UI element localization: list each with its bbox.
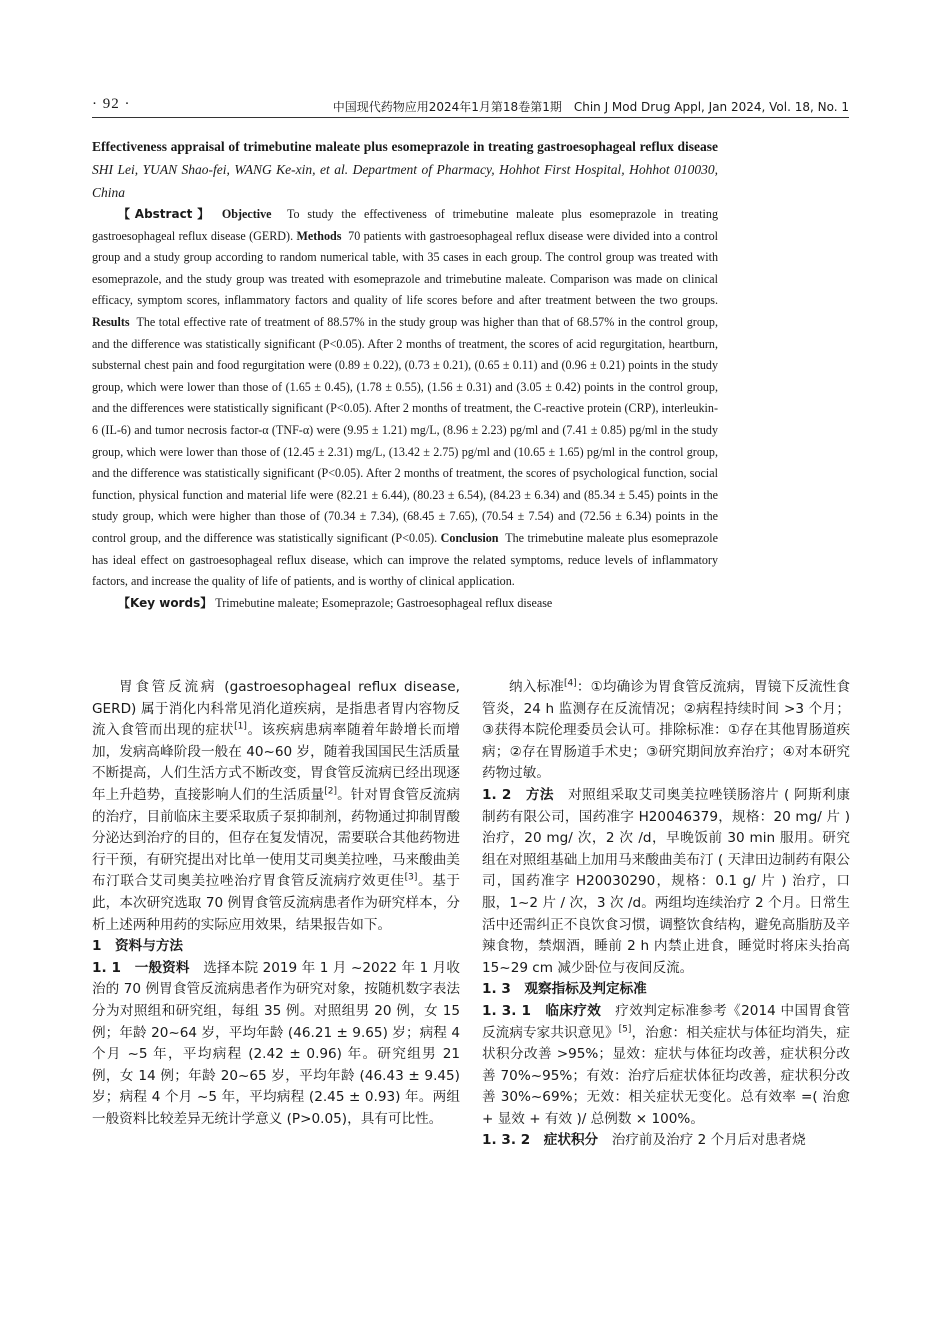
section-1-3-1-text-2: ，治愈：相关症状与体征均消失，症状积分改善 >95%；显效：症状与体征均改善，症状积分改善 70%~95%；有效：治疗后症状体征均改善，症状积分改善 30%~69%；无效：相关症状无变化。总有效率 =( 治愈 + 显效 + 有效 )/ 总例数 × 100%。 [482,1024,851,1127]
english-authors: SHI Lei, YUAN Shao-fei, WANG Ke-xin, et al. Department of Pharmacy, Hohhot First Hospital, Hohhot 010030, China [92,162,718,200]
citation-4: [4] [563,678,577,689]
criteria-text-1: 纳入标准 [509,679,564,695]
keywords [92,593,718,615]
section-1-1 [92,958,460,1131]
section-1-1-text: 选择本院 2019 年 1 月 ~2022 年 1 月收治的 70 例胃食管反流病患者作为研究对象，按随机数字表法分为对照组和研究组，每组 35 例。对照组男 20 例，女 15 例；年龄 20~64 岁，平均年龄 (46.21 ± 9.65) 岁；病程 4 个月 ~5 年，平均病程 (2.42 ± 0.96) 年。研究组男 21 例，女 14 例；年龄 20~65 岁，平均年龄 (46.43 ± 9.45) 岁；病程 4 个月 ~5 年，平均病程 (2.45 ± 0.93) 年。两组一般资料比较差异无统计学意义 (P>0.05)，具有可比性。 [92,959,460,1127]
english-abstract [92,204,718,593]
criteria-paragraph [482,677,850,785]
section-1-3-2-heading: 1. 3. 2 症状积分 [482,1132,599,1149]
section-1-2-heading: 1. 2 方法 [482,786,555,803]
section-1-3-2-text: 治疗前及治疗 2 个月后对患者烧 [598,1132,806,1149]
section-1-2-text: 对照组采取艾司奥美拉唑镁肠溶片 ( 阿斯利康制药有限公司，国药准字 H20046379，规格：20 mg/ 片 ) 治疗，20 mg/ 次，2 次 /d，早晚饭前 30 min 服用。研究组在对照组基础上加用马来酸曲美布汀 ( 天津田边制药有限公司，国药准字 H20030290，规格：0.1 g/ 片 ) 治疗，口服，1~2 片 / 次，3 次 /d。两组均连续治疗 2 个月。日常生活中还需纠正不良饮食习惯，调整饮食结构，避免高脂肪及辛辣食物，禁烟酒，睡前 2 h 内禁止进食，睡觉时将床头抬高 15~29 cm 减少卧位与夜间反流。 [482,786,850,976]
citation-5: [5] [618,1023,632,1034]
intro-text-2: 。该疾病患病率随着年龄增长而增加，发病高峰阶段一般在 40~60 岁，随着我国国民生活质量不断提高，人们生活方式不断改变，胃食管反流病已经出现逐年上升趋势，直接影响人们的生活质量 [92,722,461,803]
running-header [92,96,849,118]
conclusion-label: Conclusion [440,530,499,545]
section-1-3-2 [482,1130,850,1152]
keywords-label: 【Key words】 [118,595,213,610]
section-1-3-1-text-1: 疗效判定标准参考《2014 中国胃食管反流病专家共识意见》 [482,1002,850,1041]
results-label: Results [92,314,130,329]
citation-3: [3] [404,872,418,883]
objective-label: Objective [221,207,272,221]
left-column [92,677,460,1130]
section-1-3-heading: 1. 3 观察指标及判定标准 [482,981,647,998]
objective-text: To study the effectiveness of trimebutine maleate plus esomeprazole in treating gastroesophageal reflux disease (GERD). [92,207,718,243]
page-number: · 92 · [92,96,131,112]
methods-text: 70 patients with gastroesophageal reflux disease were divided into a control group and a study group according to random numerical table, with 35 cases in each group. The control group was treated with esomeprazole, and the study group was treated with esomeprazole and trimebutine maleate. Comparison was made on clinical efficacy, symptom scores, inflammatory factors and quality of life scores before and after treatment between the two groups. [92,228,719,308]
section-1-2 [482,785,850,979]
intro-paragraph [92,677,460,936]
intro-text-3: 。针对胃食管反流病的治疗，目前临床主要采取质子泵抑制剂，药物通过抑制胃酸分泌达到治疗的目的，但存在复发情况，需要联合其他药物进行干预，有研究提出对比单一使用艾司奥美拉唑，马来酸曲美布汀联合艾司奥美拉唑治疗胃食管反流病疗效更佳 [92,786,461,890]
results-text: The total effective rate of treatment of 88.57% in the study group was higher than that of 68.57% in the control group, and the difference was statistically significant (P<0.05). After 2 months of treatment, the scores of acid regurgitation, heartburn, substernal chest pain and food regurgitation were (0.89 ± 0.22), (0.73 ± 0.21), (0.65 ± 0.11) and (0.96 ± 0.21) points in the study group, which were lower than those of (1.65 ± 0.45), (1.78 ± 0.55), (1.56 ± 0.31) and (3.05 ± 0.42) points in the control group, and the differences were statistically significant (P<0.05). After 2 months of treatment, the C-reactive protein (CRP), interleukin-6 (IL-6) and tumor necrosis factor-α (TNF-α) were (9.95 ± 1.21) mg/L, (8.96 ± 2.23) pg/ml and (7.41 ± 0.85) pg/ml in the study group, which were lower than those of (12.45 ± 2.31) mg/L, (13.42 ± 2.75) pg/ml and (10.65 ± 1.65) pg/ml in the control group, and the difference was statistically significant (P<0.05). After 2 months of treatment, the scores of psychological function, social function, physical function and material life were (82.21 ± 6.44), (80.23 ± 6.54), (84.23 ± 6.34) and (85.34 ± 5.45) points in the study group, which were higher than those of (70.34 ± 7.34), (68.45 ± 7.65), (70.54 ± 7.54) and (72.56 ± 6.34) points in the control group, and the difference was statistically significant (P<0.05). [92,314,718,545]
conclusion-text: The trimebutine maleate plus esomeprazole has ideal effect on gastroesophageal reflux disease, which can improve the related symptoms, reduce levels of inflammatory factors, and increase the quality of life of patients, and is worthy of clinical application. [92,530,718,589]
criteria-text-2: ：①均确诊为胃食管反流病，胃镜下反流性食管炎，24 h 监测存在反流情况；②病程持续时间 >3 个月；③获得本院伦理委员会认可。排除标准：①存在其他胃肠道疾病；②存在胃肠道手术史；③研究期间放弃治疗；④对本研究药物过敏。 [482,679,851,782]
english-title-text: Effectiveness appraisal of trimebutine maleate plus esomeprazole in treating gastroesophageal reflux disease [92,139,718,154]
english-abstract-block [92,135,718,614]
intro-text-1: 胃食管反流病 (gastroesophageal reflux disease, GERD) 属于消化内科常见消化道疾病，是指患者胃内容物反流入食管而出现的症状 [92,679,460,739]
english-title [92,135,718,204]
right-column [482,677,850,1152]
citation-2: [2] [324,786,338,797]
methods-label: Methods [296,228,342,243]
header-divider [92,117,849,118]
section-1-heading: 1 资料与方法 [92,938,184,955]
abstract-label: 【Abstract】 [118,207,214,221]
section-1-1-heading: 1. 1 一般资料 [92,959,190,976]
keywords-text: Trimebutine maleate; Esomeprazole; Gastroesophageal reflux disease [215,595,553,610]
journal-citation: 中国现代药物应用2024年1月第18卷第1期 Chin J Mod Drug Appl, Jan 2024, Vol. 18, No. 1 [332,100,849,114]
section-1-3-1 [482,1001,850,1131]
citation-1: [1] [234,721,247,732]
intro-text-4: 。基于此，本次研究选取 70 例胃食管反流病患者作为研究样本，分析上述两种用药的实际应用效果，结果报告如下。 [92,873,461,933]
section-1-3-1-heading: 1. 3. 1 临床疗效 [482,1002,602,1019]
